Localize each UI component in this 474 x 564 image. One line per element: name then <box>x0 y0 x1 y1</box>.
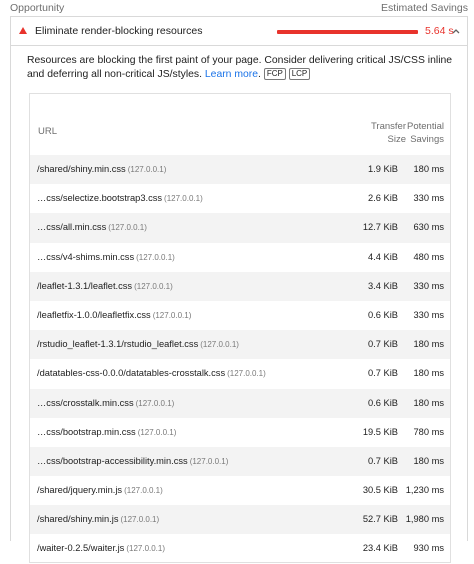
resource-url[interactable]: /shared/shiny.min.js (127.0.0.1) <box>37 514 160 525</box>
opportunity-label: Opportunity <box>10 2 65 14</box>
table-row <box>30 272 450 301</box>
estimated-savings-label: Estimated Savings <box>381 2 468 14</box>
resource-url[interactable]: /leafletfix-1.0.0/leafletfix.css (127.0.0.1) <box>37 309 192 320</box>
summary-divider <box>11 45 467 46</box>
table-row <box>30 243 450 272</box>
potential-savings: 180 ms <box>413 397 444 408</box>
column-header-url: URL <box>38 126 58 137</box>
audit-render-blocking <box>10 17 468 554</box>
resource-url[interactable]: /shared/shiny.min.css (127.0.0.1) <box>37 164 167 174</box>
potential-savings: 180 ms <box>413 339 444 350</box>
chevron-up-icon[interactable] <box>451 26 461 36</box>
table-row <box>30 155 450 184</box>
audit-title: Eliminate render-blocking resources <box>35 25 203 37</box>
transfer-size: 12.7 KiB <box>362 222 398 233</box>
resource-url[interactable]: /leaflet-1.3.1/leaflet.css (127.0.0.1) <box>37 280 173 291</box>
resource-host: (127.0.0.1) <box>200 340 239 350</box>
table-row <box>30 389 450 418</box>
table-row <box>30 447 450 476</box>
potential-savings: 330 ms <box>413 193 444 204</box>
resource-url[interactable]: …css/all.min.css (127.0.0.1) <box>37 222 147 233</box>
transfer-size: 0.6 KiB <box>368 309 398 320</box>
table-row <box>30 213 450 242</box>
potential-savings: 180 ms <box>413 455 444 466</box>
transfer-size: 0.7 KiB <box>368 455 398 466</box>
resource-url[interactable]: /datatables-css-0.0.0/datatables-crosstalk.css (127.0.0.1) <box>37 368 266 379</box>
potential-savings: 1,230 ms <box>405 485 444 496</box>
resource-host: (127.0.0.1) <box>152 310 192 320</box>
transfer-size: 30.5 KiB <box>362 485 398 496</box>
resource-host: (127.0.0.1) <box>126 544 166 554</box>
savings-sparkbar <box>277 30 418 34</box>
potential-savings: 180 ms <box>413 368 444 379</box>
metric-badge-fcp: FCP <box>264 68 286 80</box>
table-row <box>30 330 450 359</box>
transfer-size: 19.5 KiB <box>362 426 398 437</box>
table-row <box>30 476 450 505</box>
opportunity-header <box>0 0 474 16</box>
transfer-size: 0.7 KiB <box>368 339 398 350</box>
table-row <box>30 184 450 213</box>
learn-more-link[interactable]: Learn more <box>204 69 259 80</box>
table-row <box>30 534 450 563</box>
transfer-size: 0.7 KiB <box>368 368 398 379</box>
resource-host: (127.0.0.1) <box>227 369 266 379</box>
potential-savings: 180 ms <box>413 164 444 174</box>
description-text: Resources are blocking the first paint of your page. Consider delivering critical JS/CSS inline and deferring all non-critical JS/styles. <box>27 55 453 80</box>
potential-savings: 780 ms <box>413 426 444 437</box>
potential-savings: 630 ms <box>413 222 444 233</box>
resource-url[interactable]: …css/crosstalk.min.css (127.0.0.1) <box>37 397 175 408</box>
resource-host: (127.0.0.1) <box>124 486 163 496</box>
resource-host: (127.0.0.1) <box>189 456 229 466</box>
potential-savings: 330 ms <box>413 309 444 320</box>
resource-url[interactable]: /rstudio_leaflet-1.3.1/rstudio_leaflet.css (127.0.0.1) <box>37 339 239 350</box>
transfer-size: 52.7 KiB <box>362 514 398 525</box>
audit-description: Resources are blocking the first paint of your page. Consider delivering critical JS/CSS inline and deferring all non-critical JS/styles. Learn more. FCP LCP <box>27 55 453 80</box>
resource-url[interactable]: …css/selectize.bootstrap3.css (127.0.0.1) <box>37 193 203 204</box>
resource-host: (127.0.0.1) <box>135 398 175 408</box>
transfer-size: 4.4 KiB <box>368 251 398 262</box>
table-row <box>30 505 450 534</box>
resource-host: (127.0.0.1) <box>136 252 175 262</box>
resource-host: (127.0.0.1) <box>120 515 160 525</box>
resource-host: (127.0.0.1) <box>108 223 147 233</box>
table-row <box>30 301 450 330</box>
resource-host: (127.0.0.1) <box>164 194 203 204</box>
table-row <box>30 359 450 388</box>
resource-url[interactable]: …css/bootstrap.min.css (127.0.0.1) <box>37 426 177 437</box>
resource-url[interactable]: …css/bootstrap-accessibility.min.css (127.0.0.1) <box>37 455 229 466</box>
transfer-size: 0.6 KiB <box>368 397 398 408</box>
resource-host: (127.0.0.1) <box>134 281 173 291</box>
transfer-size: 23.4 KiB <box>362 543 398 554</box>
resource-url[interactable]: /shared/jquery.min.js (127.0.0.1) <box>37 485 163 496</box>
potential-savings: 1,980 ms <box>405 514 444 525</box>
potential-savings: 330 ms <box>413 280 444 291</box>
resource-url[interactable]: …css/v4-shims.min.css (127.0.0.1) <box>37 251 175 262</box>
resource-host: (127.0.0.1) <box>137 427 177 437</box>
fail-triangle-icon <box>19 27 27 34</box>
potential-savings: 480 ms <box>413 251 444 262</box>
transfer-size: 3.4 KiB <box>368 280 398 291</box>
column-header-potential-savings: Potential Savings <box>407 121 444 145</box>
table-header <box>30 94 450 155</box>
metric-badge-lcp: LCP <box>289 68 311 80</box>
column-header-transfer-size: Transfer Size <box>370 121 406 145</box>
resource-url[interactable]: /waiter-0.2.5/waiter.js (127.0.0.1) <box>37 543 166 554</box>
transfer-size: 2.6 KiB <box>368 193 398 204</box>
potential-savings: 930 ms <box>413 543 444 554</box>
audit-summary[interactable] <box>11 17 467 45</box>
audit-savings-value: 5.64 s <box>425 25 454 37</box>
resource-host: (127.0.0.1) <box>127 165 167 174</box>
table-row <box>30 418 450 447</box>
transfer-size: 1.9 KiB <box>368 164 398 174</box>
table-body <box>30 155 450 564</box>
resources-table <box>29 93 451 563</box>
